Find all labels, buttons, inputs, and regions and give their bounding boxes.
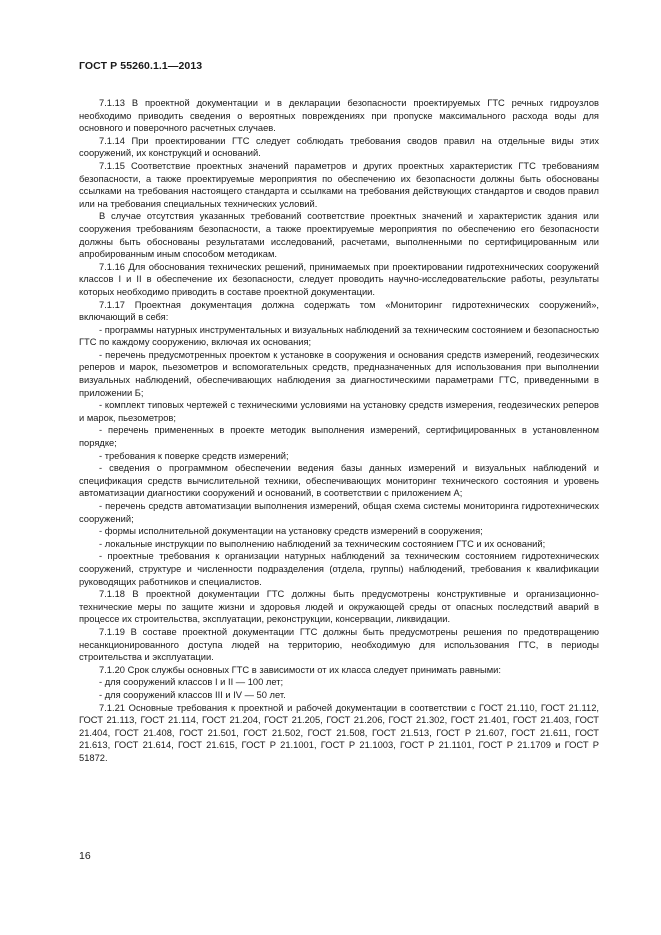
list-item: - перечень средств автоматизации выполнения измерений, общая схема системы мониторинга гидротехнических сооружений; (79, 501, 599, 524)
list-item: - перечень примененных в проекте методик выполнения измерений, сертифицированных в установленном порядке; (79, 425, 599, 449)
page-header-standard: ГОСТ Р 55260.1.1—2013 (79, 60, 203, 72)
list-item: - сведения о программном обеспечении ведения базы данных измерений и визуальных наблюдений и спецификация средств вычислительной техники, обеспечивающих мониторинг технического состояния и уровень автоматизации диагностики сооружений и оснований, в соответствии с приложением А; (79, 463, 599, 499)
list-item: - формы исполнительной документации на установку средств измерений в сооружения; (99, 526, 483, 537)
list-item: - для сооружений классов I и II — 100 лет; (99, 677, 284, 688)
list-item: - перечень предусмотренных проектом к установке в сооружения и основания средств измерений, геодезических реперов и марок, пьезометров и вспомогательных средств, предназначенных для использования при выполнении визуальных наблюдений, обеспечивающих наблюдения за диагностическими параметрами ГТС, приведенными в приложении Б; (79, 349, 599, 398)
paragraph-7-1-14: 7.1.14 При проектировании ГТС следует соблюдать требования сводов правил на отдельные виды этих сооружений, их конструкций и оснований. (79, 135, 599, 159)
paragraph-7-1-21: 7.1.21 Основные требования к проектной и рабочей документации в соответствии с ГОСТ 21.110, ГОСТ 21.112, ГОСТ 21.113, ГОСТ 21.114, ГОСТ 21.204, ГОСТ 21.205, ГОСТ 21.206, ГОСТ 21.302, ГОСТ 21.401, ГОСТ 21.403, ГОСТ 21.404, ГОСТ 21.408, ГОСТ 21.501, ГОСТ 21.502, ГОСТ 21.508, ГОСТ 21.513, ГОСТ Р 21.607, ГОСТ 21.611, ГОСТ 21.613, ГОСТ 21.614, ГОСТ 21.615, ГОСТ Р 21.1001, ГОСТ Р 21.1003, ГОСТ Р 21.1101, ГОСТ Р 21.1709 и ГОСТ Р 51872. (79, 702, 599, 763)
paragraph-7-1-16: 7.1.16 Для обоснования технических решений, принимаемых при проектировании гидротехнических сооружений классов I и II в обеспечение их безопасности, следует проводить научно-исследовательские работы, результаты которых необходимо приводить в составе проектной документации. (79, 261, 599, 297)
list-item: - проектные требования к организации натурных наблюдений за техническим состоянием гидротехнических сооружений, структуре и численности подразделения (отдела, группы) наблюдений, требования к квалификации руководящих работников и специалистов. (79, 551, 599, 587)
list-item: - для сооружений классов III и IV — 50 лет. (99, 689, 286, 700)
list-item: - требования к поверке средств измерений; (99, 450, 289, 461)
list-item: - комплект типовых чертежей с техническими условиями на установку средств измерения, геодезических реперов и марок, пьезометров; (79, 400, 599, 423)
list-item: - локальные инструкции по выполнению наблюдений за техническим состоянием ГТС и их оснований; (99, 538, 546, 549)
paragraph-7-1-19: 7.1.19 В составе проектной документации ГТС должны быть предусмотрены решения по предотвращению несанкционированного доступа людей на территорию, необходимую для использования ГТС, в периоды строительства и эксплуатации. (79, 626, 599, 663)
paragraph-7-1-18: 7.1.18 В проектной документации ГТС должны быть предусмотрены конструктивные и организационно-технические меры по защите жизни и здоровья людей и окружающей среды от опасных последствий аварий в процессе их строительства, эксплуатации, реконструкции, консервации, ликвидации. (79, 589, 599, 625)
paragraph-7-1-15: 7.1.15 Соответствие проектных значений параметров и других проектных характеристик ГТС требованиям безопасности, а также проектируемые мероприятия по обеспечению их безопасности должны быть обоснованы ссылками на требования настоящего стандарта и ссылками на требования действующих стандартов и сводов правил или на требования специальных технических условий. (79, 160, 599, 209)
paragraph-7-1-17: 7.1.17 Проектная документация должна содержать том «Мониторинг гидротехнических сооружений», включающий в себя: (79, 299, 599, 323)
list-item: - программы натурных инструментальных и визуальных наблюдений за техническим состоянием и безопасностью ГТС по каждому сооружению, включая их основания; (79, 324, 599, 348)
document-body (79, 97, 599, 764)
page-number: 16 (79, 850, 91, 862)
paragraph-7-1-15-continued: В случае отсутствия указанных требований соответствие проектных значений и характеристик здания или сооружения требованиям безопасности, а также проектируемые мероприятия по обеспечению его безопасности должны быть обоснованы результатами исследований, расчетами, выполненными по сертифицированным или апробированным иным способом методикам. (79, 211, 599, 260)
paragraph-7-1-20: 7.1.20 Срок службы основных ГТС в зависимости от их класса следует принимать равными: (99, 664, 501, 675)
paragraph-7-1-13: 7.1.13 В проектной документации и в декларации безопасности проектируемых ГТС речных гидроузлов необходимо приводить сведения о вероятных повреждениях при пропуске максимального расхода воды для основного и поверочного расчетных случаев. (79, 98, 599, 134)
